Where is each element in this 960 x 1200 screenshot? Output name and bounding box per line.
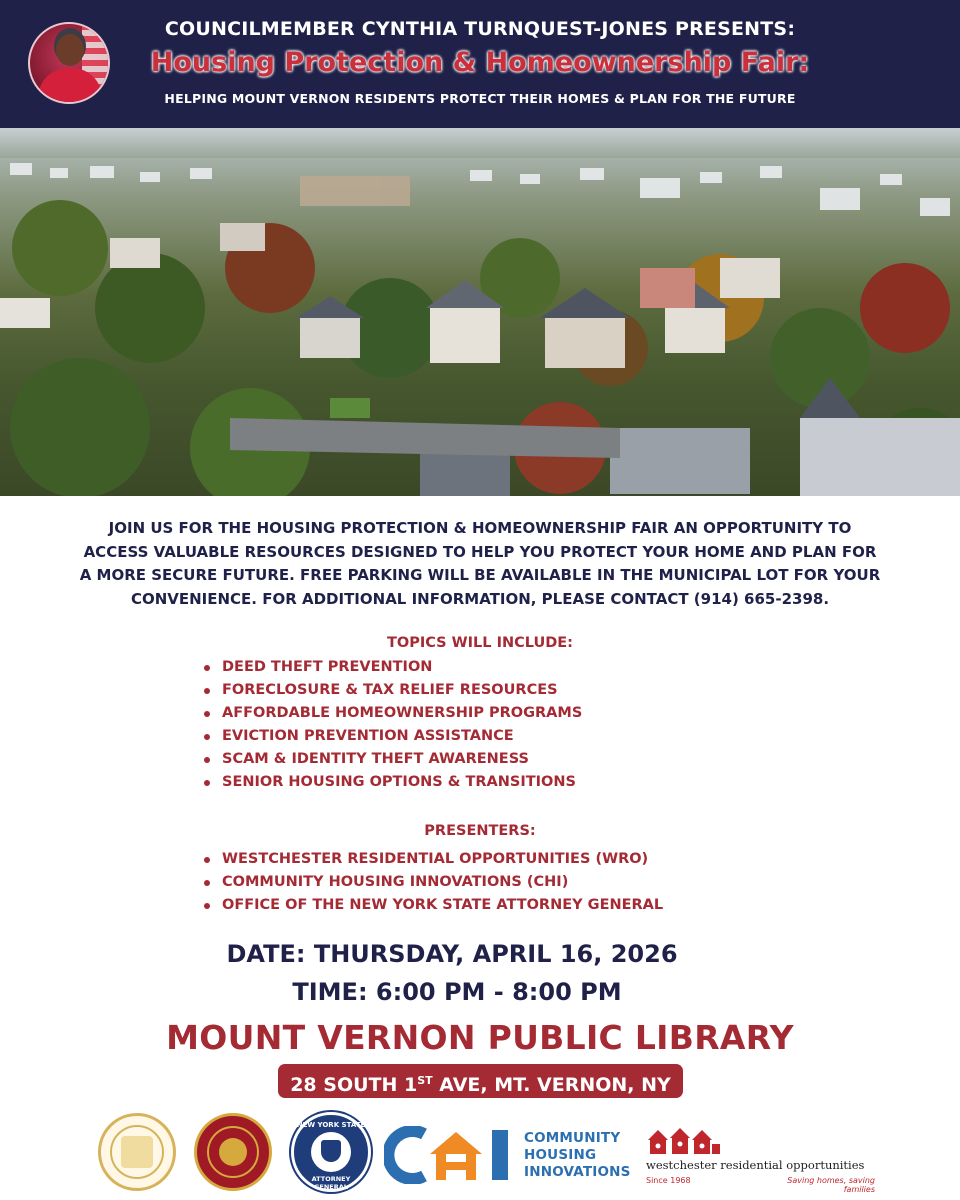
intro-line: ACCESS VALUABLE RESOURCES DESIGNED TO HELP YOU PROTECT YOUR HOME AND PLAN FOR: [83, 542, 877, 561]
event-time: TIME: 6:00 PM - 8:00 PM: [292, 978, 622, 1006]
presenters-list: [202, 848, 822, 917]
wro-family-houses-icon: [648, 1128, 720, 1156]
event-title: Housing Protection & Homeownership Fair:: [150, 47, 810, 78]
city-of-mount-vernon-seal: [98, 1113, 176, 1191]
wro-name: westchester residential opportunities: [646, 1158, 865, 1172]
topics-heading: TOPICS WILL INCLUDE:: [387, 635, 573, 651]
intro-line: CONVENIENCE. FOR ADDITIONAL INFORMATION, PLEASE CONTACT (914) 665-2398.: [130, 589, 830, 608]
event-subtitle: HELPING MOUNT VERNON RESIDENTS PROTECT THEIR HOMES & PLAN FOR THE FUTURE: [164, 91, 796, 106]
seal-text-bottom: ATTORNEY GENERAL: [311, 1175, 351, 1191]
list-item: DEED THEFT PREVENTION: [202, 656, 822, 679]
topics-list: [202, 656, 822, 794]
intro-paragraph: [30, 517, 930, 611]
wro-tagline: Saving homes, saving families: [787, 1176, 875, 1194]
list-item: SCAM & IDENTITY THEFT AWARENESS: [202, 748, 822, 771]
intro-line: JOIN US FOR THE HOUSING PROTECTION & HOMEOWNERSHIP FAIR AN OPPORTUNITY TO: [108, 519, 852, 537]
chi-wordmark: [524, 1130, 644, 1181]
councilmember-photo: [28, 22, 110, 104]
chi-word: INNOVATIONS: [524, 1164, 631, 1180]
seal-text-top: NEW YORK STATE: [296, 1121, 366, 1129]
list-item: EVICTION PREVENTION ASSISTANCE: [202, 725, 822, 748]
portrait-head: [56, 34, 84, 66]
header-banner: [0, 0, 960, 128]
address-number: 28 SOUTH 1: [290, 1074, 418, 1096]
address-ordinal: ST: [417, 1074, 433, 1087]
list-item: SENIOR HOUSING OPTIONS & TRANSITIONS: [202, 771, 822, 794]
wro-since: Since 1968: [646, 1176, 691, 1185]
chi-word: HOUSING: [524, 1147, 597, 1163]
event-address: [278, 1064, 683, 1098]
chi-word: COMMUNITY: [524, 1130, 621, 1146]
list-item: AFFORDABLE HOMEOWNERSHIP PROGRAMS: [202, 702, 822, 725]
list-item: OFFICE OF THE NEW YORK STATE ATTORNEY GENERAL: [202, 894, 822, 917]
presenters-heading: PRESENTERS:: [424, 823, 536, 839]
intro-line: A MORE SECURE FUTURE. FREE PARKING WILL BE AVAILABLE IN THE MUNICIPAL LOT FOR YOUR: [79, 566, 881, 584]
ny-attorney-general-seal: [291, 1112, 371, 1192]
seal-emblem: [121, 1136, 153, 1168]
event-date: DATE: THURSDAY, APRIL 16, 2026: [226, 940, 678, 968]
aerial-neighborhood-photo: [0, 128, 960, 496]
address-street: AVE, MT. VERNON, NY: [432, 1074, 671, 1096]
city-council-seal: [194, 1113, 272, 1191]
list-item: COMMUNITY HOUSING INNOVATIONS (CHI): [202, 871, 822, 894]
chi-logo-icon: [384, 1126, 516, 1184]
seal-emblem: [219, 1138, 247, 1166]
presenter-line: COUNCILMEMBER CYNTHIA TURNQUEST-JONES PRESENTS:: [164, 18, 796, 40]
list-item: WESTCHESTER RESIDENTIAL OPPORTUNITIES (WRO): [202, 848, 822, 871]
seal-emblem: [311, 1132, 351, 1172]
list-item: FORECLOSURE & TAX RELIEF RESOURCES: [202, 679, 822, 702]
event-venue: MOUNT VERNON PUBLIC LIBRARY: [166, 1018, 794, 1057]
neighborhood-illustration: [0, 128, 960, 496]
